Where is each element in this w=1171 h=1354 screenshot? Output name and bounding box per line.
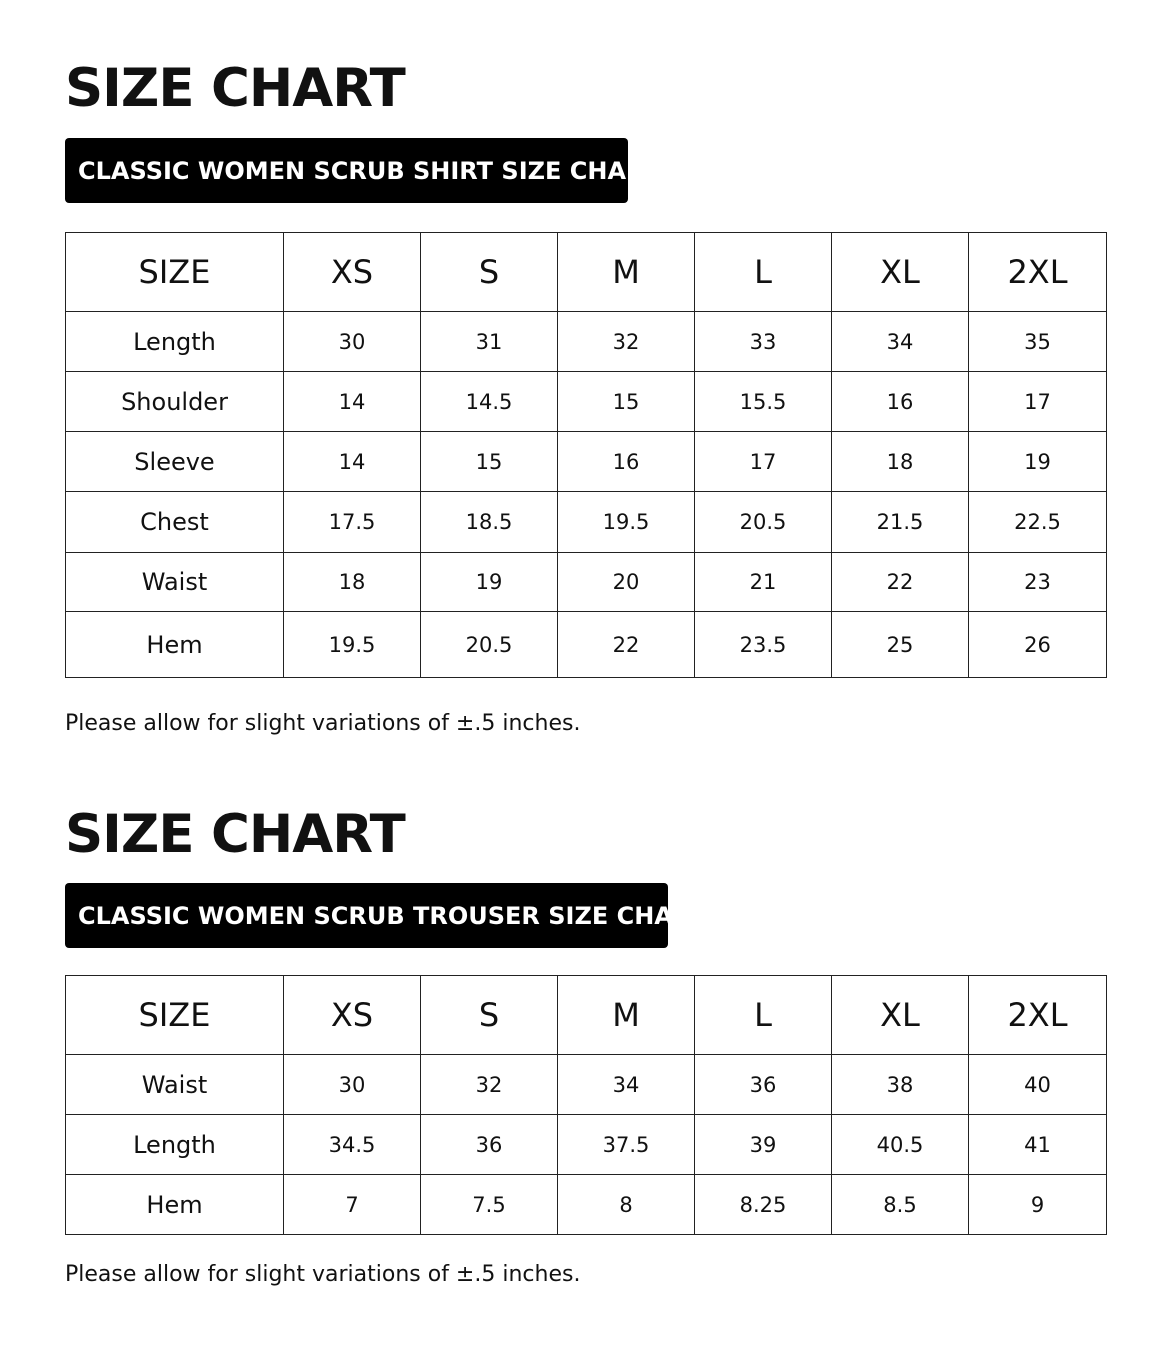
shirt-chart-banner: CLASSIC WOMEN SCRUB SHIRT SIZE CHART (65, 138, 628, 203)
row-label: Hem (66, 612, 284, 678)
table-cell: 34 (832, 312, 969, 372)
row-label: Length (66, 1115, 284, 1175)
header-cell-size: SIZE (66, 976, 284, 1055)
table-row (66, 312, 1107, 372)
header-cell-s: S (421, 976, 558, 1055)
table-cell: 16 (832, 372, 969, 432)
table-cell: 33 (695, 312, 832, 372)
row-label: Hem (66, 1175, 284, 1235)
header-cell-xs: XS (284, 233, 421, 312)
table-cell: 23.5 (695, 612, 832, 678)
table-cell: 18 (832, 432, 969, 492)
header-cell-2xl: 2XL (969, 976, 1107, 1055)
table-header-row (66, 233, 1107, 312)
header-cell-s: S (421, 233, 558, 312)
header-cell-2xl: 2XL (969, 233, 1107, 312)
table-cell: 14.5 (421, 372, 558, 432)
table-cell: 15.5 (695, 372, 832, 432)
trouser-chart-banner: CLASSIC WOMEN SCRUB TROUSER SIZE CHART (65, 883, 668, 948)
row-label: Chest (66, 492, 284, 553)
table-cell: 7 (284, 1175, 421, 1235)
table-cell: 17 (969, 372, 1107, 432)
table-cell: 20.5 (421, 612, 558, 678)
table-cell: 30 (284, 1055, 421, 1115)
table-cell: 36 (695, 1055, 832, 1115)
table-cell: 16 (558, 432, 695, 492)
table-cell: 21.5 (832, 492, 969, 553)
table-cell: 15 (558, 372, 695, 432)
table-cell: 32 (421, 1055, 558, 1115)
table-cell: 14 (284, 432, 421, 492)
header-cell-l: L (695, 976, 832, 1055)
table-cell: 22 (558, 612, 695, 678)
table-cell: 34.5 (284, 1115, 421, 1175)
table-cell: 7.5 (421, 1175, 558, 1235)
table-row (66, 612, 1107, 678)
table-row (66, 432, 1107, 492)
table-cell: 20.5 (695, 492, 832, 553)
table-cell: 30 (284, 312, 421, 372)
table-cell: 18 (284, 553, 421, 612)
shirt-variation-note: Please allow for slight variations of ±.5 inches. (65, 711, 581, 736)
header-cell-xs: XS (284, 976, 421, 1055)
trouser-section-heading: SIZE CHART (65, 804, 405, 865)
table-row (66, 492, 1107, 553)
table-cell: 19 (421, 553, 558, 612)
row-label: Waist (66, 1055, 284, 1115)
trouser-variation-note: Please allow for slight variations of ±.5 inches. (65, 1262, 581, 1287)
table-cell: 34 (558, 1055, 695, 1115)
table-row (66, 553, 1107, 612)
table-cell: 26 (969, 612, 1107, 678)
table-row (66, 1055, 1107, 1115)
table-cell: 8.25 (695, 1175, 832, 1235)
table-cell: 35 (969, 312, 1107, 372)
table-row (66, 1175, 1107, 1235)
table-cell: 19.5 (284, 612, 421, 678)
header-cell-l: L (695, 233, 832, 312)
table-cell: 22 (832, 553, 969, 612)
table-cell: 32 (558, 312, 695, 372)
table-cell: 9 (969, 1175, 1107, 1235)
table-cell: 40.5 (832, 1115, 969, 1175)
table-cell: 17.5 (284, 492, 421, 553)
table-cell: 40 (969, 1055, 1107, 1115)
shirt-size-table (65, 232, 1107, 678)
shirt-section-heading: SIZE CHART (65, 58, 405, 119)
table-cell: 37.5 (558, 1115, 695, 1175)
table-cell: 20 (558, 553, 695, 612)
table-cell: 38 (832, 1055, 969, 1115)
table-cell: 21 (695, 553, 832, 612)
table-row (66, 372, 1107, 432)
row-label: Sleeve (66, 432, 284, 492)
table-cell: 19.5 (558, 492, 695, 553)
table-cell: 15 (421, 432, 558, 492)
table-header-row (66, 976, 1107, 1055)
table-cell: 25 (832, 612, 969, 678)
table-cell: 39 (695, 1115, 832, 1175)
table-row (66, 1115, 1107, 1175)
table-cell: 14 (284, 372, 421, 432)
table-cell: 23 (969, 553, 1107, 612)
table-cell: 31 (421, 312, 558, 372)
header-cell-xl: XL (832, 233, 969, 312)
table-cell: 18.5 (421, 492, 558, 553)
header-cell-m: M (558, 976, 695, 1055)
table-cell: 19 (969, 432, 1107, 492)
row-label: Shoulder (66, 372, 284, 432)
trouser-size-table (65, 975, 1107, 1235)
table-cell: 41 (969, 1115, 1107, 1175)
header-cell-xl: XL (832, 976, 969, 1055)
table-cell: 36 (421, 1115, 558, 1175)
table-cell: 8.5 (832, 1175, 969, 1235)
row-label: Waist (66, 553, 284, 612)
table-cell: 17 (695, 432, 832, 492)
header-cell-size: SIZE (66, 233, 284, 312)
table-cell: 22.5 (969, 492, 1107, 553)
header-cell-m: M (558, 233, 695, 312)
row-label: Length (66, 312, 284, 372)
table-cell: 8 (558, 1175, 695, 1235)
